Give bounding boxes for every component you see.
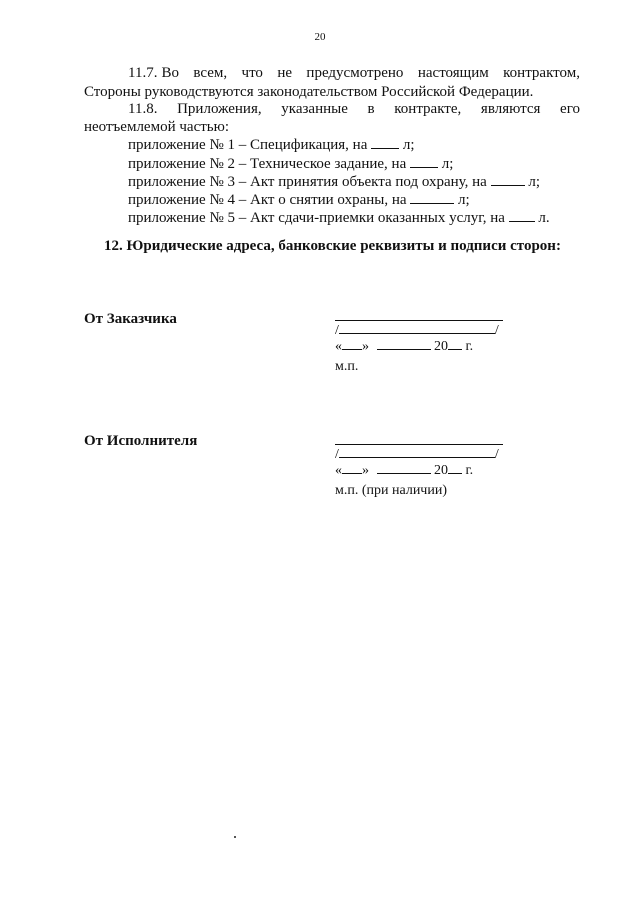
appendix-3-blank — [491, 173, 525, 186]
customer-stamp: м.п. — [335, 359, 359, 374]
contractor-date-close: » — [362, 463, 369, 478]
appendix-2-suffix: л; — [441, 156, 454, 172]
appendix-1-suffix: л; — [402, 137, 415, 153]
contractor-date-open: « — [335, 463, 342, 478]
appendix-5-blank — [509, 209, 535, 222]
appendix-3-text: приложение № 3 – Акт принятия объекта под охрану, на — [128, 174, 487, 190]
customer-date-open: « — [335, 339, 342, 354]
appendix-2-blank — [410, 155, 438, 168]
contractor-year: 20 — [434, 463, 448, 478]
clause-11-7-line-1 — [128, 64, 580, 83]
appendix-5-text: приложение № 5 – Акт сдачи-приемки оказанных услуг, на — [128, 210, 505, 226]
appendix-1-blank — [371, 136, 399, 149]
customer-label: От Заказчика — [84, 311, 177, 327]
customer-signature-block — [335, 306, 505, 377]
appendix-4-suffix: л; — [458, 192, 470, 208]
clause-11-8-line-1: 11.8. Приложения, указанные в контракте, являются его — [128, 101, 580, 117]
page-number: 20 — [314, 31, 326, 43]
customer-date-close: » — [362, 339, 369, 354]
appendix-1-text: приложение № 1 – Спецификация, на — [128, 137, 368, 153]
clause-11-7-text: Во всем, что не предусмотрено настоящим контрактом, — [161, 65, 580, 81]
contractor-name-line — [339, 445, 495, 458]
customer-name-line — [339, 321, 495, 334]
appendix-4 — [128, 191, 470, 210]
customer-slash-open: / — [335, 323, 339, 338]
contractor-year-blank — [448, 461, 462, 474]
customer-day-blank — [342, 337, 362, 350]
appendix-2 — [128, 155, 453, 174]
scan-speck — [234, 836, 236, 838]
appendix-1 — [128, 136, 415, 155]
appendix-2-text: приложение № 2 – Техническое задание, на — [128, 156, 407, 172]
section-12-heading: 12. Юридические адреса, банковские реквизиты и подписи сторон: — [104, 238, 561, 254]
contractor-year-suffix: г. — [465, 463, 474, 478]
customer-month-blank — [377, 337, 431, 350]
appendix-3 — [128, 173, 540, 192]
appendix-4-text: приложение № 4 – Акт о снятии охраны, на — [128, 192, 407, 208]
contractor-date-row — [335, 461, 505, 481]
contractor-stamp: м.п. (при наличии) — [335, 483, 447, 498]
customer-slash-close: / — [494, 323, 499, 338]
customer-year: 20 — [434, 339, 448, 354]
appendix-3-suffix: л; — [528, 174, 540, 190]
clause-11-7-number: 11.7. — [128, 65, 158, 81]
contractor-signature-block — [335, 430, 505, 501]
contractor-month-blank — [377, 461, 431, 474]
appendix-5-suffix: л. — [538, 210, 550, 226]
appendix-5 — [128, 209, 550, 228]
appendix-4-blank — [410, 191, 454, 204]
customer-year-suffix: г. — [465, 339, 474, 354]
clause-11-7-line-2: Стороны руководствуются законодательством Российской Федерации. — [84, 84, 534, 100]
contractor-day-blank — [342, 461, 362, 474]
contractor-slash-open: / — [335, 447, 339, 462]
customer-date-row — [335, 337, 505, 357]
customer-name-row — [335, 321, 505, 337]
contractor-name-row — [335, 445, 505, 461]
clause-11-8-line-2: неотъемлемой частью: — [84, 119, 229, 135]
contractor-label: От Исполнителя — [84, 433, 198, 449]
contractor-slash-close: / — [494, 447, 499, 462]
customer-year-blank — [448, 337, 462, 350]
